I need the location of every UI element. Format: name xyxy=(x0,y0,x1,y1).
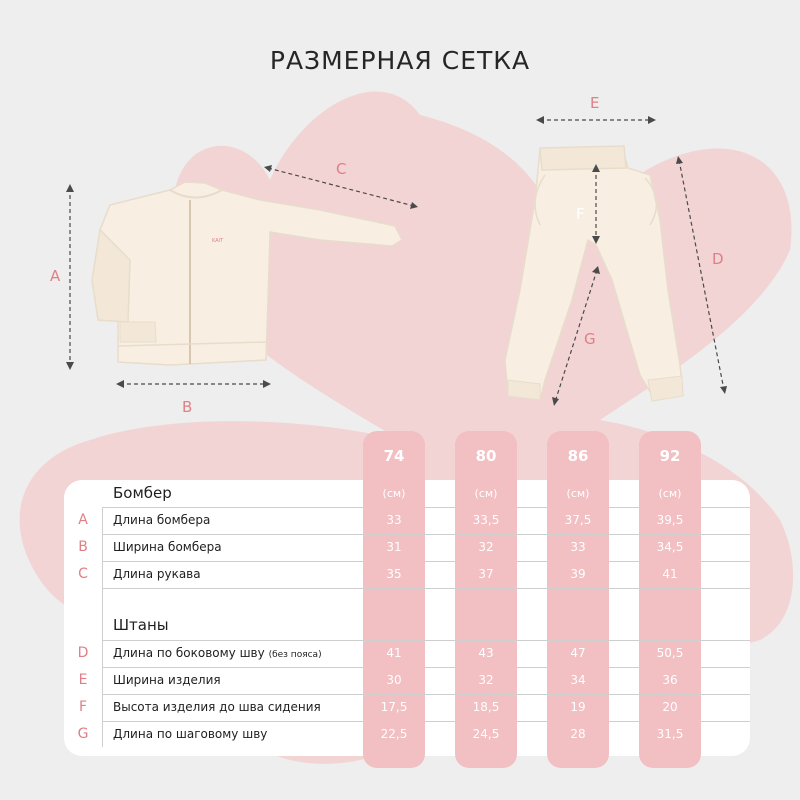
row-label: Ширина бомбера xyxy=(113,540,222,554)
table-row xyxy=(64,640,750,667)
size-header: 92 xyxy=(659,447,681,465)
value-cell: 34,5 xyxy=(656,540,684,554)
value-cell: 30 xyxy=(386,673,402,687)
value-cell: 32 xyxy=(478,540,494,554)
row-label: Длина по шаговому шву xyxy=(113,727,268,741)
pants-illustration xyxy=(505,146,683,401)
row-label: Ширина изделия xyxy=(113,673,221,687)
value-cell: 20 xyxy=(662,700,678,714)
value-cell: 33 xyxy=(386,513,402,527)
table-row xyxy=(64,561,750,588)
table-row xyxy=(64,667,750,694)
section-header-bomber: Бомбер xyxy=(113,484,172,502)
unit-cell: (см) xyxy=(658,487,682,500)
section-header-pants: Штаны xyxy=(113,616,169,634)
dimension-label-e: E xyxy=(590,94,600,112)
value-cell: 36 xyxy=(662,673,678,687)
row-letter: F xyxy=(78,699,88,715)
table-row xyxy=(64,534,750,561)
value-cell: 22,5 xyxy=(380,727,408,741)
value-cell: 41 xyxy=(386,646,402,660)
row-letter: D xyxy=(77,645,89,661)
value-cell: 33,5 xyxy=(472,513,500,527)
value-cell: 32 xyxy=(478,673,494,687)
row-label: Длина рукава xyxy=(113,567,201,581)
row-letter: C xyxy=(78,566,88,582)
dimension-label-b: B xyxy=(182,398,193,416)
value-cell: 31 xyxy=(386,540,402,554)
dimension-label-d: D xyxy=(712,250,724,268)
table-row xyxy=(64,612,750,639)
unit-cell: (см) xyxy=(382,487,406,500)
value-cell: 43 xyxy=(478,646,494,660)
table-row xyxy=(64,694,750,721)
row-label: Длина бомбера xyxy=(113,513,211,527)
value-cell: 18,5 xyxy=(472,700,500,714)
value-cell: 39 xyxy=(570,567,586,581)
table-divider xyxy=(102,588,750,589)
row-label: Высота изделия до шва сидения xyxy=(113,700,321,714)
size-header: 80 xyxy=(475,447,497,465)
value-cell: 39,5 xyxy=(656,513,684,527)
row-label-note: (без пояса) xyxy=(268,650,322,660)
table-row xyxy=(64,507,750,534)
value-cell: 31,5 xyxy=(656,727,684,741)
row-letter: E xyxy=(78,672,88,688)
row-letter: G xyxy=(77,726,89,742)
page-title: РАЗМЕРНАЯ СЕТКА xyxy=(269,46,531,75)
bomber-jacket-illustration xyxy=(92,182,402,365)
row-label-text: Длина по боковому шву xyxy=(113,646,265,660)
value-cell: 37 xyxy=(478,567,494,581)
bomber-logo: KAIT xyxy=(212,238,224,244)
row-letter: A xyxy=(78,512,88,528)
table-row xyxy=(64,721,750,748)
value-cell: 33 xyxy=(570,540,586,554)
dimension-label-g: G xyxy=(584,330,596,348)
size-header: 74 xyxy=(383,447,405,465)
value-cell: 17,5 xyxy=(380,700,408,714)
value-cell: 37,5 xyxy=(564,513,592,527)
row-letter: B xyxy=(78,539,88,555)
dimension-label-f: F xyxy=(576,205,585,223)
value-cell: 47 xyxy=(570,646,586,660)
table-row xyxy=(64,480,750,507)
size-header: 86 xyxy=(567,447,589,465)
value-cell: 28 xyxy=(570,727,586,741)
unit-cell: (см) xyxy=(474,487,498,500)
value-cell: 41 xyxy=(662,567,678,581)
value-cell: 35 xyxy=(386,567,402,581)
row-label xyxy=(113,640,322,669)
dimension-label-a: A xyxy=(50,267,61,285)
unit-cell: (см) xyxy=(566,487,590,500)
value-cell: 50,5 xyxy=(656,646,684,660)
dimension-label-c: C xyxy=(336,160,347,178)
value-cell: 19 xyxy=(570,700,586,714)
value-cell: 34 xyxy=(570,673,586,687)
value-cell: 24,5 xyxy=(472,727,500,741)
